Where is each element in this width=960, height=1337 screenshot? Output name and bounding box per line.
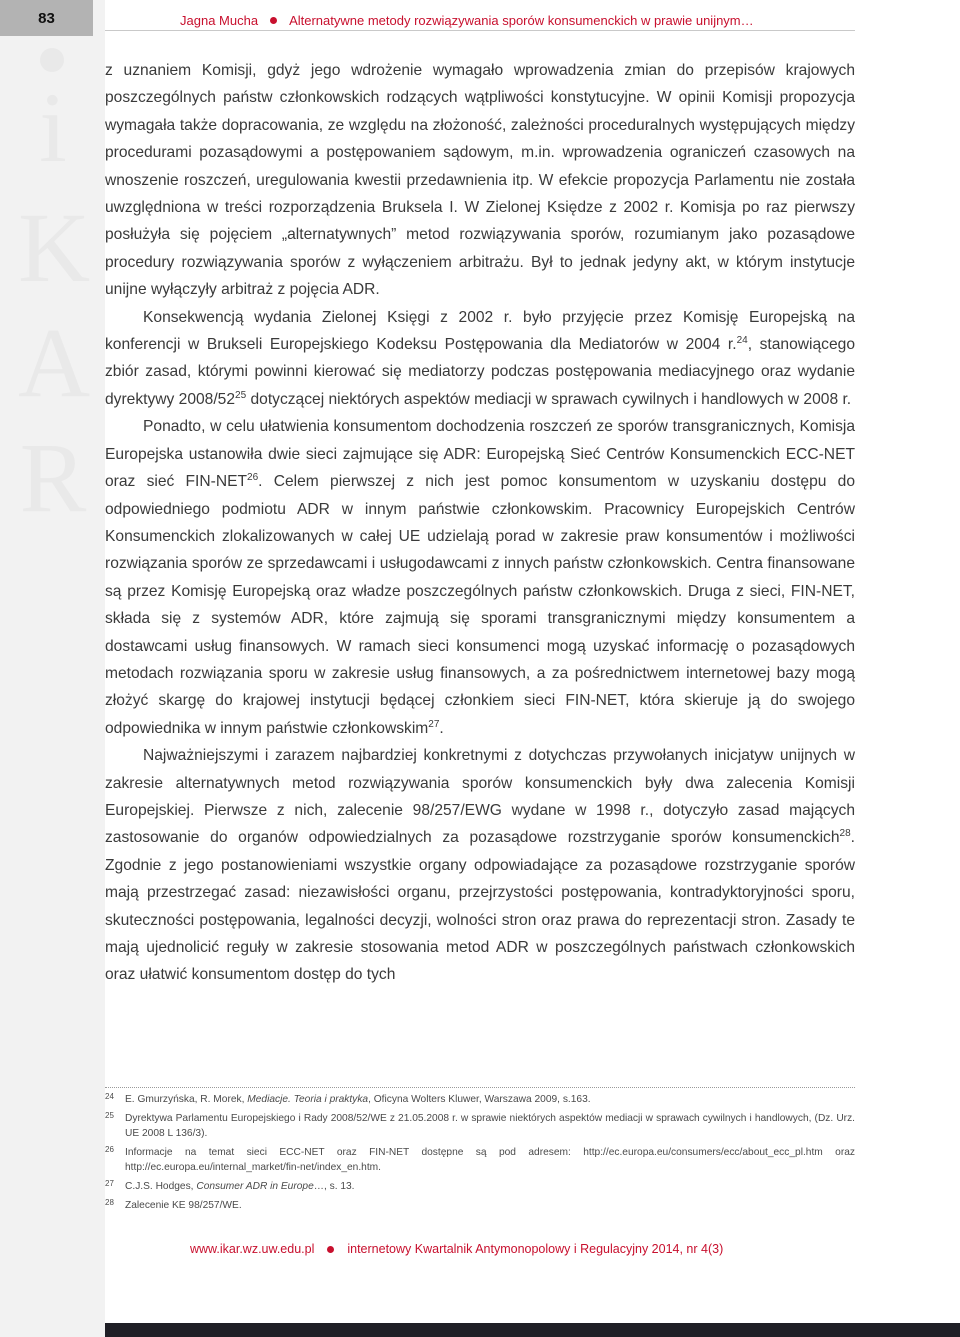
paragraph-3-text-b: . Celem pierwszej z nich jest pomoc konsumentom w uzyskaniu dostępu do odpowiedniego podmiotu ADR w innym państwie członkowskim. Pracownicy Europejskich Centrów Konsumenckich zlokalizowanych w całej UE udzielają porad w zakresie praw konsumentów i możliwości rozwiązania sporów ze sprzedawcami i usługodawcami z innych państw członkowskich. Centra finansowane są przez Komisję Europejską oraz władze poszczególnych państw członkowskich. Druga z sieci, FIN-NET, składa się z systemów ADR, które zajmują się sporami transgranicznymi między konsumentem a dostawcami usług finansowych. W ramach sieci konsumenci mogą uzyskać informację o pozasądowych metodach rozwiązania sporu w zakresie usług finansowych, a za pośrednictwem internetowej bazy mogą złożyć skargę do krajowej instytucji będącej członkiem sieci FIN-NET, która skieruje ją do swojego odpowiednika w innym państwie członkowskim	[105, 473, 855, 737]
footnote-ref-27[interactable]: 27	[428, 718, 440, 730]
paragraph-3-text-c: .	[439, 719, 444, 737]
page-number: 83	[0, 0, 93, 36]
header-rule	[105, 30, 855, 31]
paragraph-1	[105, 57, 855, 304]
footnote-text: C.J.S. Hodges,	[125, 1181, 197, 1192]
header-separator-dot	[270, 17, 277, 24]
footnote-text-tail: , Oficyna Wolters Kluwer, Warszawa 2009, s.163.	[368, 1094, 591, 1105]
footnote-number: 26	[105, 1145, 114, 1154]
journal-logo	[18, 48, 91, 533]
footer-separator-dot	[327, 1246, 334, 1253]
footnote-ref-25[interactable]: 25	[235, 389, 247, 401]
footnote-26	[105, 1145, 855, 1175]
running-footer	[190, 1240, 723, 1258]
footnote-27	[105, 1179, 855, 1194]
logo-letter-i: i	[39, 72, 67, 183]
paragraph-4	[105, 742, 855, 989]
footnote-text[interactable]: Informacje na temat sieci ECC-NET oraz FIN-NET dostępne są pod adresem: http://ec.europa.eu/consumers/ecc/about_ecc_pl.htm oraz http://ec.europa.eu/internal_market/fin-net/index_en.htm.	[125, 1147, 855, 1173]
footer-url-link[interactable]: www.ikar.wz.uw.edu.pl	[190, 1242, 315, 1256]
footer-journal-name: internetowy Kwartalnik Antymonopolowy i Regulacyjny 2014, nr 4(3)	[347, 1242, 724, 1256]
logo-letter-k: K	[18, 192, 91, 303]
footnote-25	[105, 1111, 855, 1141]
footnote-text: Zalecenie KE 98/257/WE.	[125, 1200, 242, 1211]
paragraph-4-text-b: . Zgodnie z jego postanowieniami wszystkie organy odpowiadające za pozasądowe rozstrzyganie sporów mają przestrzegać zasad: niezawisłości organu, przejrzystości postępowania, kontradyktoryjności sporu, skuteczności postępowania, legalności decyzji, wolności stron oraz prawa do reprezentacji stron. Zasady te mają ujednolicić reguły w zakresie stosowania metod ADR w poszczególnych państwach członkowskich oraz ułatwić konsumentom dostęp do tych	[105, 829, 855, 984]
footnote-divider	[105, 1087, 855, 1088]
logo-dot	[40, 48, 64, 72]
footnote-text-tail: …, s. 13.	[313, 1181, 355, 1192]
footnote-ref-28[interactable]: 28	[839, 828, 851, 840]
bottom-bar	[105, 1323, 960, 1337]
footnote-italic-title: Mediacje. Teoria i praktyka	[247, 1094, 369, 1105]
paragraph-2	[105, 304, 855, 414]
logo-letter-r: R	[19, 422, 87, 533]
footnote-number: 28	[105, 1198, 114, 1207]
footnote-ref-24[interactable]: 24	[736, 334, 748, 346]
footnote-number: 24	[105, 1092, 114, 1101]
footnote-ref-26[interactable]: 26	[247, 471, 259, 483]
footnote-text: Dyrektywa Parlamentu Europejskiego i Rady 2008/52/WE z 21.05.2008 r. w sprawie niektórych aspektów mediacji w sprawach cywilnych i handlowych, (Dz. Urz. UE 2008 L 136/3).	[125, 1113, 855, 1139]
body-text	[105, 57, 855, 989]
running-header	[180, 11, 855, 29]
footnote-text: E. Gmurzyńska, R. Morek,	[125, 1094, 248, 1105]
header-title: Alternatywne metody rozwiązywania sporów konsumenckich w prawie unijnym…	[289, 12, 754, 28]
paragraph-2-text-a: Konsekwencją wydania Zielonej Księgi z 2002 r. było przyjęcie przez Komisję Europejską na konferencji w Brukseli Europejskiego Kodeksu Postępowania dla Mediatorów w 2004 r.	[105, 308, 855, 354]
footnote-number: 25	[105, 1111, 114, 1120]
header-author: Jagna Mucha	[180, 12, 259, 28]
paragraph-3	[105, 413, 855, 742]
logo-letter-a: A	[18, 307, 91, 418]
footnote-number: 27	[105, 1179, 114, 1188]
paragraph-3-text-a: Ponadto, w celu ułatwienia konsumentom dochodzenia roszczeń ze sporów transgranicznych, Komisja Europejska ustanowiła dwie sieci zajmujące się ADR: Europejską Sieć Centrów Konsumenckich ECC-NET oraz sieć FIN-NET	[105, 418, 855, 491]
footnote-italic-title: Consumer ADR in Europe	[196, 1181, 314, 1192]
footnote-24	[105, 1092, 855, 1107]
footnote-28	[105, 1198, 855, 1213]
paragraph-2-text-b: , stanowiącego zbiór zasad, którymi powinni kierować się mediatorzy podczas postępowania mediacyjnego oraz wydanie dyrektywy 2008/52	[105, 336, 855, 408]
paragraph-2-text-c: dotyczącej niektórych aspektów mediacji w sprawach cywilnych i handlowych w 2008 r.	[246, 390, 852, 408]
footnotes	[105, 1092, 855, 1217]
paragraph-1-text: z uznaniem Komisji, gdyż jego wdrożenie wymagało wprowadzenia zmian do przepisów krajowych poszczególnych państw członkowskich rodzących wątpliwości konstytucyjne. W opinii Komisji propozycja wymagała także dopracowania, ze względu na złożoność, zależności proceduralnych występujących między procedurami pozasądowymi a postępowaniem sądowym, m.in. wprowadzenia ograniczeń czasowych na wnoszenie roszczeń, uregulowania kwestii przedawnienia itp. W efekcie propozycja Parlamentu nie została uwzględniona w treści rozporządzenia Bruksela I. W Zielonej Księdze z 2002 r. Komisja po raz pierwszy posłużyła się pojęciem „alternatywnych” metod rozwiązywania sporów, rozumianym jako pozasądowe procedury rozwiązywania sporów z wyłączeniem arbitrażu. Był to jednak jedyny akt, w którym instytucje unijne wyłączyły arbitraż z pojęcia ADR.	[105, 62, 855, 299]
paragraph-4-text-a: Najważniejszymi i zarazem najbardziej konkretnymi z dotychczas przywołanych inicjatyw unijnych w zakresie alternatywnych metod rozwiązywania sporów konsumenckich były dwa zalecenia Komisji Europejskiej. Pierwsze z nich, zalecenie 98/257/EWG wydane w 1998 r., dotyczyło zasad mających zastosowanie do organów odpowiedzialnych za pozasądowe rozstrzyganie sporów konsumenckich	[105, 747, 855, 847]
